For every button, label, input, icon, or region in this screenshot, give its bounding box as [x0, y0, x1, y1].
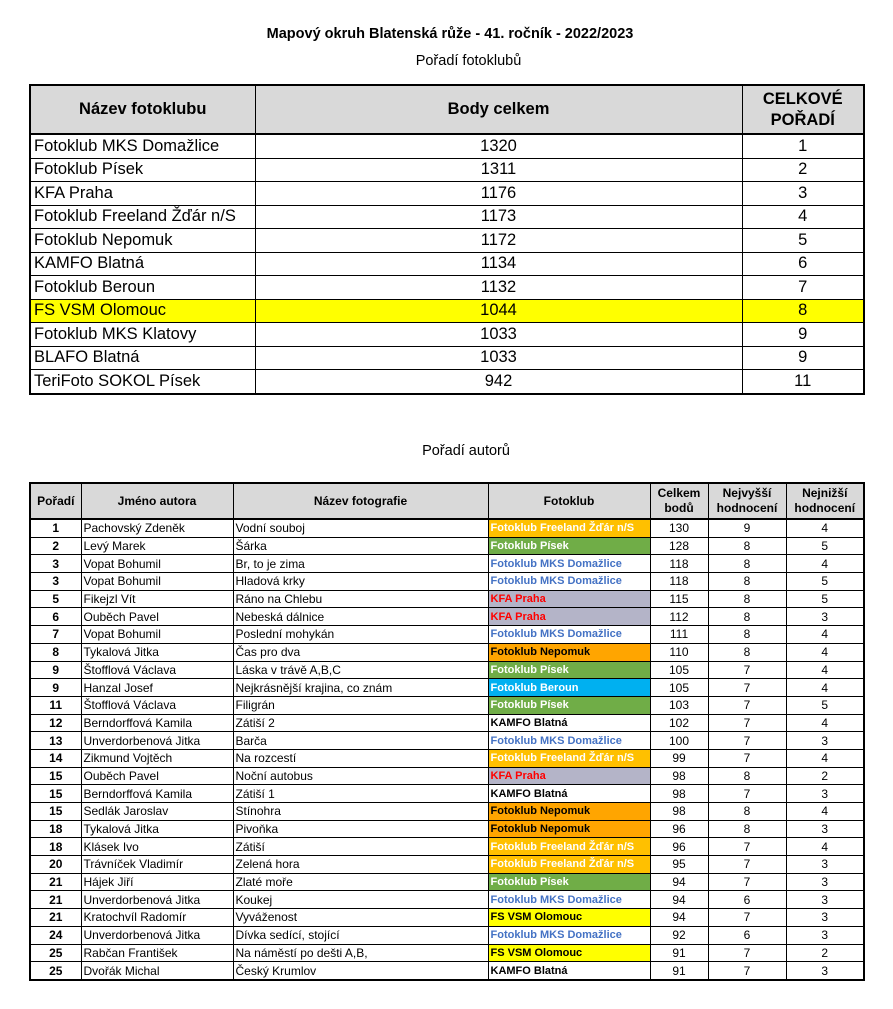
club-row: [30, 182, 864, 206]
photo-title: Barča: [233, 732, 488, 750]
author-name: Fikejzl Vít: [81, 590, 233, 608]
author-row: [30, 926, 864, 944]
club-points: 1044: [255, 299, 742, 323]
author-row: [30, 732, 864, 750]
author-name: Zikmund Vojtěch: [81, 749, 233, 767]
author-club: Fotoklub Freeland Žďár n/S: [488, 749, 650, 767]
photo-title: Zátiší 2: [233, 714, 488, 732]
author-row: [30, 803, 864, 821]
author-name: Hanzal Josef: [81, 679, 233, 697]
author-row: [30, 643, 864, 661]
authors-header-rank: Pořadí: [30, 483, 81, 519]
author-club: FS VSM Olomouc: [488, 909, 650, 927]
author-min: 5: [786, 696, 864, 714]
photo-title: Koukej: [233, 891, 488, 909]
photo-title: Br, to je zima: [233, 555, 488, 573]
author-min: 4: [786, 626, 864, 644]
club-row: [30, 346, 864, 370]
author-min: 5: [786, 537, 864, 555]
photo-title: Nebeská dálnice: [233, 608, 488, 626]
author-name: Unverdorbenová Jitka: [81, 926, 233, 944]
author-total: 94: [650, 909, 708, 927]
photo-title: Zátiší 1: [233, 785, 488, 803]
author-total: 112: [650, 608, 708, 626]
author-name: Vopat Bohumil: [81, 573, 233, 591]
club-row: [30, 229, 864, 253]
author-rank: 3: [30, 573, 81, 591]
author-max: 7: [708, 714, 786, 732]
author-name: Levý Marek: [81, 537, 233, 555]
author-rank: 14: [30, 749, 81, 767]
author-total: 100: [650, 732, 708, 750]
author-club: Fotoklub Nepomuk: [488, 820, 650, 838]
author-rank: 2: [30, 537, 81, 555]
author-name: Dvořák Michal: [81, 962, 233, 980]
author-max: 9: [708, 519, 786, 537]
author-row: [30, 590, 864, 608]
author-max: 8: [708, 767, 786, 785]
author-min: 4: [786, 749, 864, 767]
club-name: Fotoklub Freeland Žďár n/S: [30, 205, 255, 229]
authors-header-min: Nejnižší hodnocení: [786, 483, 864, 519]
author-max: 7: [708, 838, 786, 856]
club-name: KAMFO Blatná: [30, 252, 255, 276]
club-rank: 1: [742, 134, 864, 158]
author-row: [30, 962, 864, 980]
author-name: Pachovský Zdeněk: [81, 519, 233, 537]
author-club: Fotoklub MKS Domažlice: [488, 555, 650, 573]
photo-title: Filigrán: [233, 696, 488, 714]
author-rank: 9: [30, 661, 81, 679]
author-club: Fotoklub MKS Domažlice: [488, 732, 650, 750]
author-name: Rabčan František: [81, 944, 233, 962]
author-max: 8: [708, 573, 786, 591]
author-row: [30, 573, 864, 591]
author-name: Ouběch Pavel: [81, 767, 233, 785]
author-name: Unverdorbenová Jitka: [81, 891, 233, 909]
author-row: [30, 767, 864, 785]
author-total: 105: [650, 679, 708, 697]
author-max: 8: [708, 626, 786, 644]
author-club: Fotoklub MKS Domažlice: [488, 926, 650, 944]
author-row: [30, 820, 864, 838]
author-min: 3: [786, 608, 864, 626]
author-club: Fotoklub MKS Domažlice: [488, 573, 650, 591]
author-rank: 7: [30, 626, 81, 644]
authors-header-author: Jméno autora: [81, 483, 233, 519]
club-row: [30, 134, 864, 158]
club-rank: 9: [742, 323, 864, 347]
author-total: 128: [650, 537, 708, 555]
author-row: [30, 909, 864, 927]
club-name: Fotoklub Nepomuk: [30, 229, 255, 253]
authors-header-photo: Název fotografie: [233, 483, 488, 519]
club-row: [30, 276, 864, 300]
author-rank: 1: [30, 519, 81, 537]
author-min: 5: [786, 590, 864, 608]
photo-title: Dívka sedící, stojící: [233, 926, 488, 944]
author-rank: 9: [30, 679, 81, 697]
author-min: 4: [786, 803, 864, 821]
club-points: 1173: [255, 205, 742, 229]
club-name: FS VSM Olomouc: [30, 299, 255, 323]
club-points: 942: [255, 370, 742, 394]
author-rank: 5: [30, 590, 81, 608]
club-rank: 3: [742, 182, 864, 206]
authors-header-total: Celkem bodů: [650, 483, 708, 519]
author-max: 7: [708, 661, 786, 679]
photo-title: Čas pro dva: [233, 643, 488, 661]
club-rank: 8: [742, 299, 864, 323]
authors-section-title: Pořadí autorů: [422, 443, 510, 459]
author-max: 8: [708, 608, 786, 626]
author-rank: 25: [30, 944, 81, 962]
author-total: 91: [650, 944, 708, 962]
author-row: [30, 891, 864, 909]
club-name: TeriFoto SOKOL Písek: [30, 370, 255, 394]
author-row: [30, 873, 864, 891]
club-name: Fotoklub Beroun: [30, 276, 255, 300]
author-min: 4: [786, 555, 864, 573]
club-rank: 11: [742, 370, 864, 394]
author-club: KAMFO Blatná: [488, 785, 650, 803]
author-rank: 13: [30, 732, 81, 750]
author-name: Kratochvíl Radomír: [81, 909, 233, 927]
author-max: 8: [708, 590, 786, 608]
author-club: Fotoklub Beroun: [488, 679, 650, 697]
author-row: [30, 749, 864, 767]
author-club: KFA Praha: [488, 767, 650, 785]
author-row: [30, 838, 864, 856]
photo-title: Hladová krky: [233, 573, 488, 591]
photo-title: Stínohra: [233, 803, 488, 821]
author-min: 4: [786, 838, 864, 856]
author-rank: 15: [30, 767, 81, 785]
author-total: 98: [650, 767, 708, 785]
author-max: 8: [708, 820, 786, 838]
author-row: [30, 856, 864, 874]
author-min: 2: [786, 944, 864, 962]
author-total: 130: [650, 519, 708, 537]
club-points: 1033: [255, 346, 742, 370]
photo-title: Zátiší: [233, 838, 488, 856]
club-name: Fotoklub MKS Klatovy: [30, 323, 255, 347]
author-name: Tykalová Jitka: [81, 820, 233, 838]
author-rank: 21: [30, 909, 81, 927]
club-row: [30, 323, 864, 347]
author-total: 102: [650, 714, 708, 732]
author-club: FS VSM Olomouc: [488, 944, 650, 962]
authors-ranking-table: [29, 482, 865, 981]
author-name: Vopat Bohumil: [81, 555, 233, 573]
photo-title: Poslední mohykán: [233, 626, 488, 644]
club-name: Fotoklub Písek: [30, 158, 255, 182]
author-max: 7: [708, 909, 786, 927]
author-name: Štofflová Václava: [81, 661, 233, 679]
author-name: Štofflová Václava: [81, 696, 233, 714]
photo-title: Na náměstí po dešti A,B,: [233, 944, 488, 962]
author-row: [30, 519, 864, 537]
author-club: KAMFO Blatná: [488, 714, 650, 732]
authors-header-row: [30, 483, 864, 519]
author-max: 8: [708, 803, 786, 821]
author-total: 96: [650, 838, 708, 856]
author-total: 115: [650, 590, 708, 608]
author-row: [30, 679, 864, 697]
photo-title: Vodní souboj: [233, 519, 488, 537]
photo-title: Na rozcestí: [233, 749, 488, 767]
author-max: 7: [708, 856, 786, 874]
photo-title: Ráno na Chlebu: [233, 590, 488, 608]
photo-title: Vyváženost: [233, 909, 488, 927]
author-total: 105: [650, 661, 708, 679]
photo-title: Láska v trávě A,B,C: [233, 661, 488, 679]
club-points: 1132: [255, 276, 742, 300]
club-rank: 9: [742, 346, 864, 370]
author-total: 91: [650, 962, 708, 980]
author-rank: 8: [30, 643, 81, 661]
author-rank: 21: [30, 891, 81, 909]
author-rank: 18: [30, 820, 81, 838]
photo-title: Pivoňka: [233, 820, 488, 838]
author-club: Fotoklub Nepomuk: [488, 803, 650, 821]
author-rank: 25: [30, 962, 81, 980]
author-min: 3: [786, 820, 864, 838]
author-min: 3: [786, 856, 864, 874]
author-name: Trávníček Vladimír: [81, 856, 233, 874]
author-min: 4: [786, 714, 864, 732]
photo-title: Noční autobus: [233, 767, 488, 785]
author-name: Berndorffová Kamila: [81, 714, 233, 732]
photo-title: Zlaté moře: [233, 873, 488, 891]
author-club: Fotoklub Freeland Žďár n/S: [488, 838, 650, 856]
author-min: 4: [786, 679, 864, 697]
author-club: KAMFO Blatná: [488, 962, 650, 980]
author-max: 6: [708, 926, 786, 944]
author-name: Berndorffová Kamila: [81, 785, 233, 803]
clubs-header-rank: CELKOVÉ POŘADÍ: [742, 85, 864, 134]
author-min: 4: [786, 519, 864, 537]
author-min: 3: [786, 785, 864, 803]
author-name: Hájek Jiří: [81, 873, 233, 891]
author-max: 7: [708, 732, 786, 750]
author-club: Fotoklub Písek: [488, 696, 650, 714]
author-rank: 21: [30, 873, 81, 891]
author-row: [30, 714, 864, 732]
author-row: [30, 537, 864, 555]
author-total: 99: [650, 749, 708, 767]
author-club: Fotoklub Písek: [488, 661, 650, 679]
club-row: [30, 299, 864, 323]
author-max: 7: [708, 679, 786, 697]
club-name: KFA Praha: [30, 182, 255, 206]
club-rank: 4: [742, 205, 864, 229]
author-rank: 3: [30, 555, 81, 573]
author-rank: 18: [30, 838, 81, 856]
author-max: 8: [708, 643, 786, 661]
author-club: Fotoklub MKS Domažlice: [488, 626, 650, 644]
author-rank: 15: [30, 803, 81, 821]
author-max: 7: [708, 873, 786, 891]
clubs-ranking-table: [29, 84, 865, 395]
author-total: 118: [650, 555, 708, 573]
author-total: 92: [650, 926, 708, 944]
clubs-header-row: [30, 85, 864, 134]
club-points: 1311: [255, 158, 742, 182]
author-max: 7: [708, 785, 786, 803]
club-row: [30, 158, 864, 182]
author-row: [30, 661, 864, 679]
clubs-header-name: Název fotoklubu: [30, 85, 255, 134]
photo-title: Šárka: [233, 537, 488, 555]
author-club: Fotoklub MKS Domažlice: [488, 891, 650, 909]
author-total: 111: [650, 626, 708, 644]
author-name: Unverdorbenová Jitka: [81, 732, 233, 750]
author-total: 98: [650, 785, 708, 803]
author-rank: 6: [30, 608, 81, 626]
club-rank: 2: [742, 158, 864, 182]
author-rank: 15: [30, 785, 81, 803]
author-club: Fotoklub Freeland Žďár n/S: [488, 856, 650, 874]
author-row: [30, 608, 864, 626]
club-points: 1134: [255, 252, 742, 276]
author-row: [30, 785, 864, 803]
author-total: 103: [650, 696, 708, 714]
author-total: 118: [650, 573, 708, 591]
author-club: Fotoklub Nepomuk: [488, 643, 650, 661]
author-total: 94: [650, 873, 708, 891]
page-title: Mapový okruh Blatenská růže - 41. ročník - 2022/2023: [266, 26, 634, 42]
author-min: 2: [786, 767, 864, 785]
author-min: 3: [786, 962, 864, 980]
authors-header-max: Nejvyšší hodnocení: [708, 483, 786, 519]
author-name: Klásek Ivo: [81, 838, 233, 856]
author-max: 7: [708, 944, 786, 962]
author-total: 94: [650, 891, 708, 909]
author-club: Fotoklub Freeland Žďár n/S: [488, 519, 650, 537]
photo-title: Zelená hora: [233, 856, 488, 874]
club-row: [30, 370, 864, 394]
clubs-header-points: Body celkem: [255, 85, 742, 134]
author-club: KFA Praha: [488, 608, 650, 626]
club-row: [30, 205, 864, 229]
club-rank: 7: [742, 276, 864, 300]
author-min: 3: [786, 873, 864, 891]
author-rank: 24: [30, 926, 81, 944]
author-min: 4: [786, 643, 864, 661]
club-rank: 6: [742, 252, 864, 276]
club-name: Fotoklub MKS Domažlice: [30, 134, 255, 158]
author-club: KFA Praha: [488, 590, 650, 608]
author-club: Fotoklub Písek: [488, 873, 650, 891]
author-min: 3: [786, 732, 864, 750]
author-min: 3: [786, 926, 864, 944]
author-max: 8: [708, 537, 786, 555]
club-points: 1176: [255, 182, 742, 206]
author-max: 7: [708, 696, 786, 714]
author-max: 7: [708, 962, 786, 980]
author-min: 3: [786, 891, 864, 909]
club-row: [30, 252, 864, 276]
author-min: 5: [786, 573, 864, 591]
author-total: 95: [650, 856, 708, 874]
club-name: BLAFO Blatná: [30, 346, 255, 370]
author-name: Sedlák Jaroslav: [81, 803, 233, 821]
author-name: Ouběch Pavel: [81, 608, 233, 626]
author-rank: 20: [30, 856, 81, 874]
author-total: 98: [650, 803, 708, 821]
authors-header-club: Fotoklub: [488, 483, 650, 519]
author-min: 3: [786, 909, 864, 927]
club-points: 1172: [255, 229, 742, 253]
photo-title: Nejkrásnější krajina, co znám: [233, 679, 488, 697]
author-rank: 12: [30, 714, 81, 732]
photo-title: Český Krumlov: [233, 962, 488, 980]
author-row: [30, 626, 864, 644]
author-max: 6: [708, 891, 786, 909]
author-club: Fotoklub Písek: [488, 537, 650, 555]
author-rank: 11: [30, 696, 81, 714]
author-min: 4: [786, 661, 864, 679]
author-total: 96: [650, 820, 708, 838]
author-max: 8: [708, 555, 786, 573]
author-total: 110: [650, 643, 708, 661]
author-name: Vopat Bohumil: [81, 626, 233, 644]
author-row: [30, 555, 864, 573]
club-rank: 5: [742, 229, 864, 253]
club-points: 1320: [255, 134, 742, 158]
author-max: 7: [708, 749, 786, 767]
author-row: [30, 696, 864, 714]
author-row: [30, 944, 864, 962]
club-points: 1033: [255, 323, 742, 347]
author-name: Tykalová Jitka: [81, 643, 233, 661]
clubs-section-title: Pořadí fotoklubů: [415, 53, 522, 69]
